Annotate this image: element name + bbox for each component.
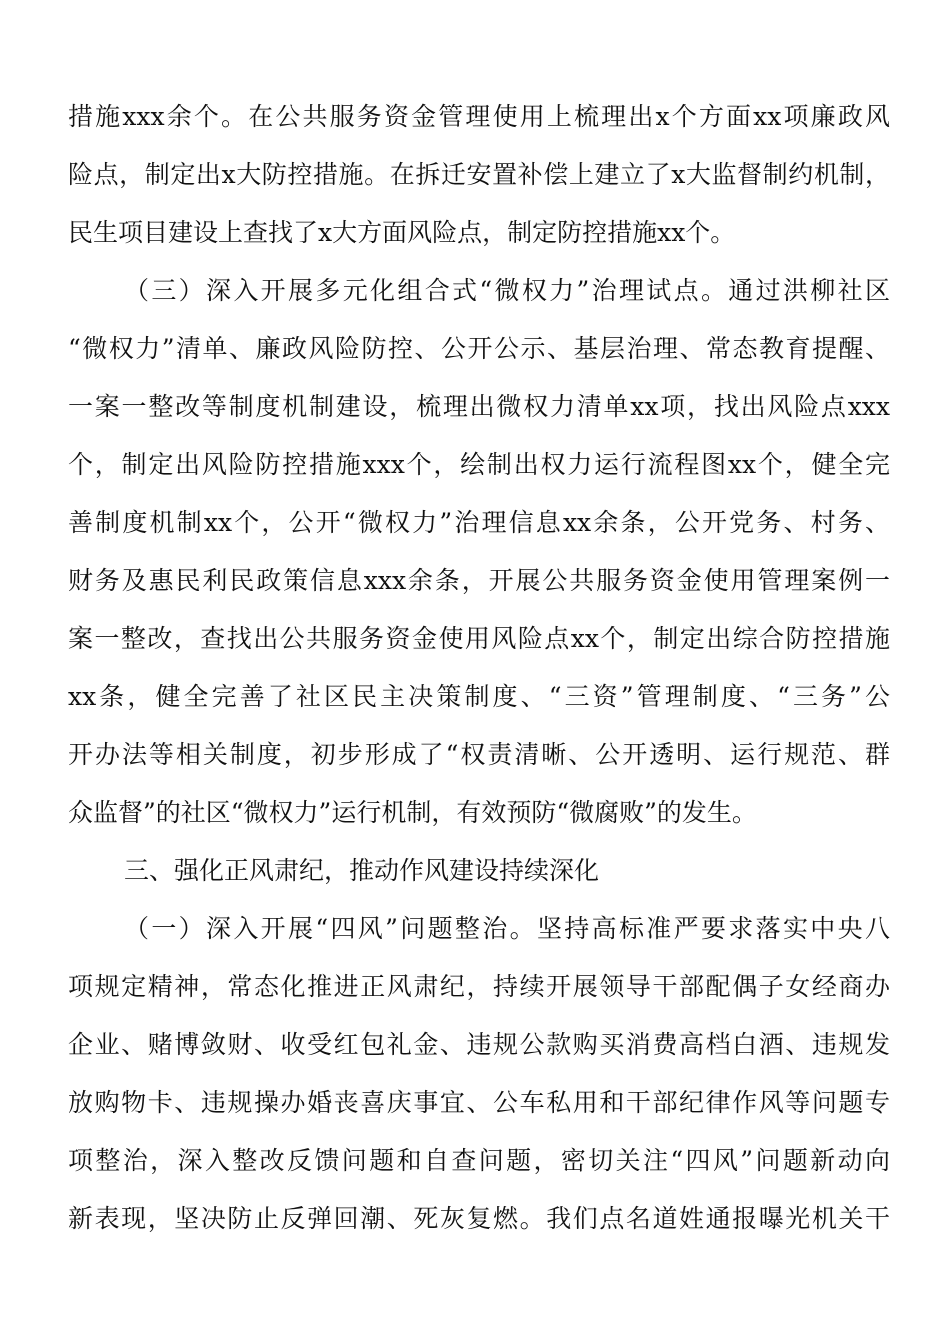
text-line: 险点，制定出x大防控措施。在拆迁安置补偿上建立了x大监督制约机制， <box>68 160 890 189</box>
text-line: 措施xxx余个。在公共服务资金管理使用上梳理出x个方面xx项廉政风 <box>68 102 890 131</box>
section-heading: 三、强化正风肃纪，推动作风建设持续深化 <box>124 856 600 885</box>
text-line: 项整治，深入整改反馈问题和自查问题，密切关注“四风”问题新动向 <box>68 1146 890 1175</box>
text-line: 企业、赌博敛财、收受红包礼金、违规公款购买消费高档白酒、违规发 <box>68 1030 890 1059</box>
text-line: 善制度机制xx个，公开“微权力”治理信息xx余条，公开党务、村务、 <box>68 508 890 537</box>
text-line: 放购物卡、违规操办婚丧喜庆事宜、公车私用和干部纪律作风等问题专 <box>68 1088 890 1117</box>
section-3-heading-line: （三）深入开展多元化组合式“微权力”治理试点。通过洪柳社区 <box>124 276 890 305</box>
text-line: 开办法等相关制度，初步形成了“权责清晰、公开透明、运行规范、群 <box>68 740 890 769</box>
text-line: xx条，健全完善了社区民主决策制度、“三资”管理制度、“三务”公 <box>68 682 890 711</box>
text-line: 一案一整改等制度机制建设，梳理出微权力清单xx项，找出风险点xxx <box>68 392 890 421</box>
text-line: 案一整改，查找出公共服务资金使用风险点xx个，制定出综合防控措施 <box>68 624 890 653</box>
text-line: 民生项目建设上查找了x大方面风险点，制定防控措施xx个。 <box>68 218 736 247</box>
text-line: 个，制定出风险防控措施xxx个，绘制出权力运行流程图xx个，健全完 <box>68 450 890 479</box>
text-line: 财务及惠民利民政策信息xxx余条，开展公共服务资金使用管理案例一 <box>68 566 890 595</box>
text-line: “微权力”清单、廉政风险防控、公开公示、基层治理、常态教育提醒、 <box>68 334 890 363</box>
text-line: 项规定精神，常态化推进正风肃纪，持续开展领导干部配偶子女经商办 <box>68 972 890 1001</box>
text-line: 众监督”的社区“微权力”运行机制，有效预防“微腐败”的发生。 <box>68 798 757 827</box>
text-line: 新表现，坚决防止反弹回潮、死灰复燃。我们点名道姓通报曝光机关干 <box>68 1204 890 1233</box>
subsection-heading-line: （一）深入开展“四风”问题整治。坚持高标准严要求落实中央八 <box>124 914 890 943</box>
